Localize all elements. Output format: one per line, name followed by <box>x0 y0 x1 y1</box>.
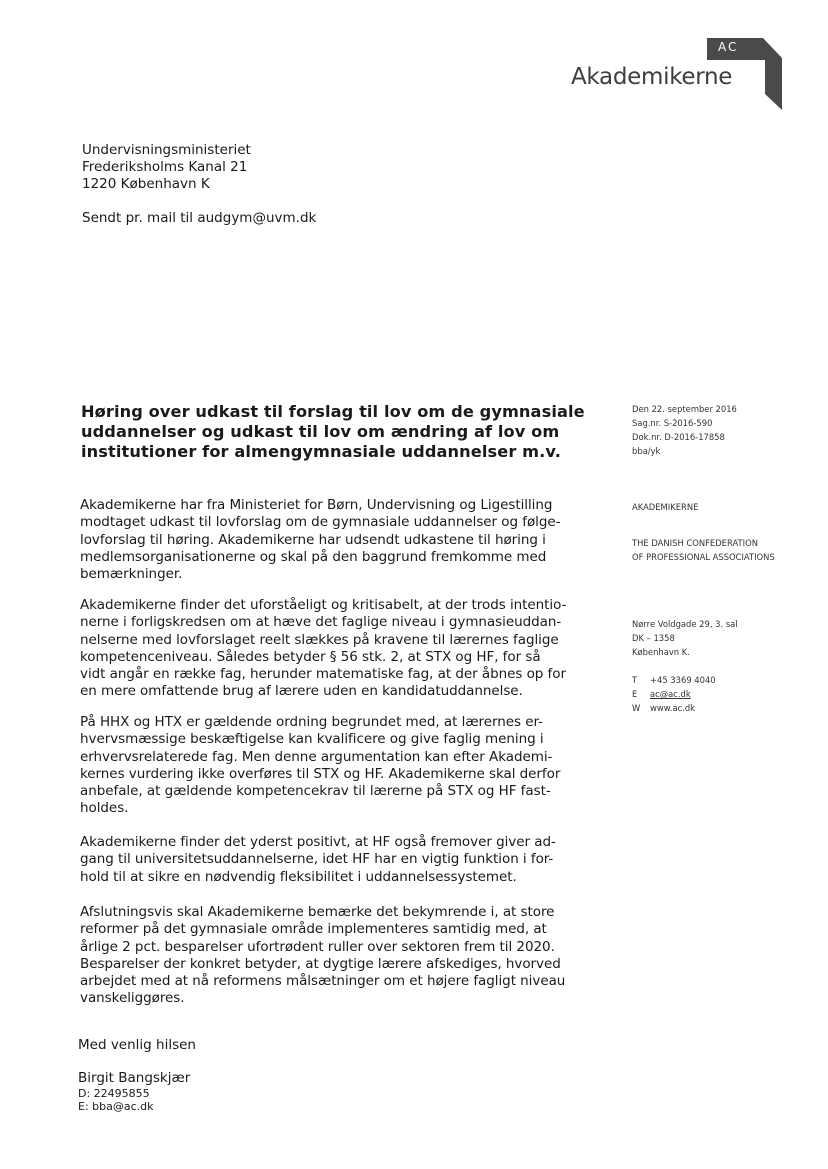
closing-salutation: Med venlig hilsen <box>78 1037 196 1053</box>
signatory-email: E: bba@ac.dk <box>78 1100 154 1113</box>
recipient-address <box>82 142 251 193</box>
paragraph-line: vanskeliggøres. <box>80 990 185 1007</box>
recipient-line: Undervisningsministeriet <box>82 142 251 158</box>
paragraph-1 <box>80 497 595 583</box>
paragraph-5 <box>80 904 595 1008</box>
paragraph-line: kompetenceniveau. Således betyder § 56 stk. 2, at STX og HF, for så <box>80 648 541 665</box>
meta-initials: bba/yk <box>632 446 661 456</box>
recipient-line: Frederiksholms Kanal 21 <box>82 159 248 175</box>
paragraph-line: hold til at sikre en nødvendig fleksibilitet i uddannelsessystemet. <box>80 868 517 885</box>
title-line: institutioner for almengymnasiale uddannelser m.v. <box>81 442 561 461</box>
signature-block <box>78 1070 190 1113</box>
paragraph-line: Afslutningsvis skal Akademikerne bemærke det bekymrende i, at store <box>80 904 555 920</box>
sent-note: Sendt pr. mail til audgym@uvm.dk <box>82 210 317 226</box>
paragraph-line: modtaget udkast til lovforslag om de gymnasiale uddannelser og følge- <box>80 514 561 531</box>
address-line: København K. <box>632 647 690 657</box>
organization-block <box>632 500 775 564</box>
title-line: uddannelser og udkast til lov om ændring af lov om <box>81 422 560 441</box>
address-line: Nørre Voldgade 29, 3. sal <box>632 619 738 629</box>
paragraph-line: lovforslag til høring. Akademikerne har udsendt udkastene til høring i <box>80 531 546 548</box>
email-label: E <box>632 689 638 699</box>
paragraph-3 <box>80 714 595 818</box>
email-link[interactable]: ac@ac.dk <box>650 689 691 699</box>
paragraph-4 <box>80 834 595 886</box>
paragraph-2 <box>80 597 595 701</box>
paragraph-line: arbejdet med at nå reformens målsætninger om et højere fagligt niveau <box>80 973 566 990</box>
paragraph-line: reformer på det gymnasiale område implementeres samtidig med, at <box>80 921 547 938</box>
contact-email-row <box>632 687 716 701</box>
phone-label: T <box>632 675 638 685</box>
organization-name: AKADEMIKERNE <box>632 502 699 512</box>
paragraph-line: På HHX og HTX er gældende ordning begrundet med, at lærernes er- <box>80 714 543 730</box>
paragraph-line: holdes. <box>80 800 129 817</box>
paragraph-line: årlige 2 pct. besparelser ufortrødent ruller over sektoren frem til 2020. <box>80 938 555 955</box>
address-line: DK – 1358 <box>632 633 675 643</box>
organization-english-line: THE DANISH CONFEDERATION <box>632 538 758 548</box>
paragraph-line: kernes vurdering ikke overføres til STX og HF. Akademikerne skal derfor <box>80 765 561 782</box>
phone-value: +45 3369 4040 <box>650 675 716 685</box>
paragraph-line: en mere omfattende brug af lærere uden en kandidatuddannelse. <box>80 683 523 700</box>
web-link[interactable]: www.ac.dk <box>650 703 696 713</box>
paragraph-line: anbefale, at gældende kompetencekrav til lærerne på STX og HF fast- <box>80 783 551 800</box>
title-line: Høring over udkast til forslag til lov om de gymnasiale <box>81 402 585 421</box>
paragraph-line: nelserne med lovforslaget reelt slækkes på kravene til lærernes faglige <box>80 631 559 648</box>
recipient-line: 1220 København K <box>82 176 210 192</box>
meta-doc-number: Dok.nr. D-2016-17858 <box>632 432 725 442</box>
contact-phone-row <box>632 673 716 687</box>
paragraph-line: Akademikerne finder det uforståeligt og kritisabelt, at der trods intentio- <box>80 597 567 613</box>
paragraph-line: Besparelser der konkret betyder, at dygtige lærere afskediges, hvorved <box>80 955 561 972</box>
paragraph-line: gang til universitetsuddannelserne, idet HF har en vigtig funktion i for- <box>80 851 554 868</box>
organization-english-line: OF PROFESSIONAL ASSOCIATIONS <box>632 552 775 562</box>
paragraph-line: Akademikerne har fra Ministeriet for Børn, Undervisning og Ligestilling <box>80 497 553 513</box>
signatory-direct-phone: D: 22495855 <box>78 1087 150 1100</box>
contact-web-row <box>632 701 716 715</box>
organization-address <box>632 617 738 659</box>
logo-ac-text: AC <box>718 40 739 54</box>
document-title <box>81 402 596 462</box>
paragraph-line: medlemsorganisationerne og skal på den baggrund fremkomme med <box>80 548 547 565</box>
paragraph-line: nerne i forligskredsen om at hæve det faglige niveau i gymnasieuddan- <box>80 614 562 631</box>
paragraph-line: hvervsmæssige beskæftigelse kan kvalificere og give faglig mening i <box>80 731 544 748</box>
meta-case-number: Sag.nr. S-2016-590 <box>632 418 713 428</box>
contact-block <box>632 673 716 715</box>
paragraph-line: Akademikerne finder det yderst positivt, at HF også fremover giver ad- <box>80 834 556 850</box>
paragraph-line: vidt angår en række fag, herunder matematiske fag, at der åbnes op for <box>80 666 566 683</box>
web-label: W <box>632 703 641 713</box>
paragraph-line: erhvervsrelaterede fag. Men denne argumentation kan efter Akademi- <box>80 748 553 765</box>
signatory-name: Birgit Bangskjær <box>78 1070 191 1086</box>
logo-name: Akademikerne <box>571 64 733 90</box>
paragraph-line: bemærkninger. <box>80 566 183 583</box>
meta-date: Den 22. september 2016 <box>632 404 737 414</box>
document-meta <box>632 402 737 458</box>
